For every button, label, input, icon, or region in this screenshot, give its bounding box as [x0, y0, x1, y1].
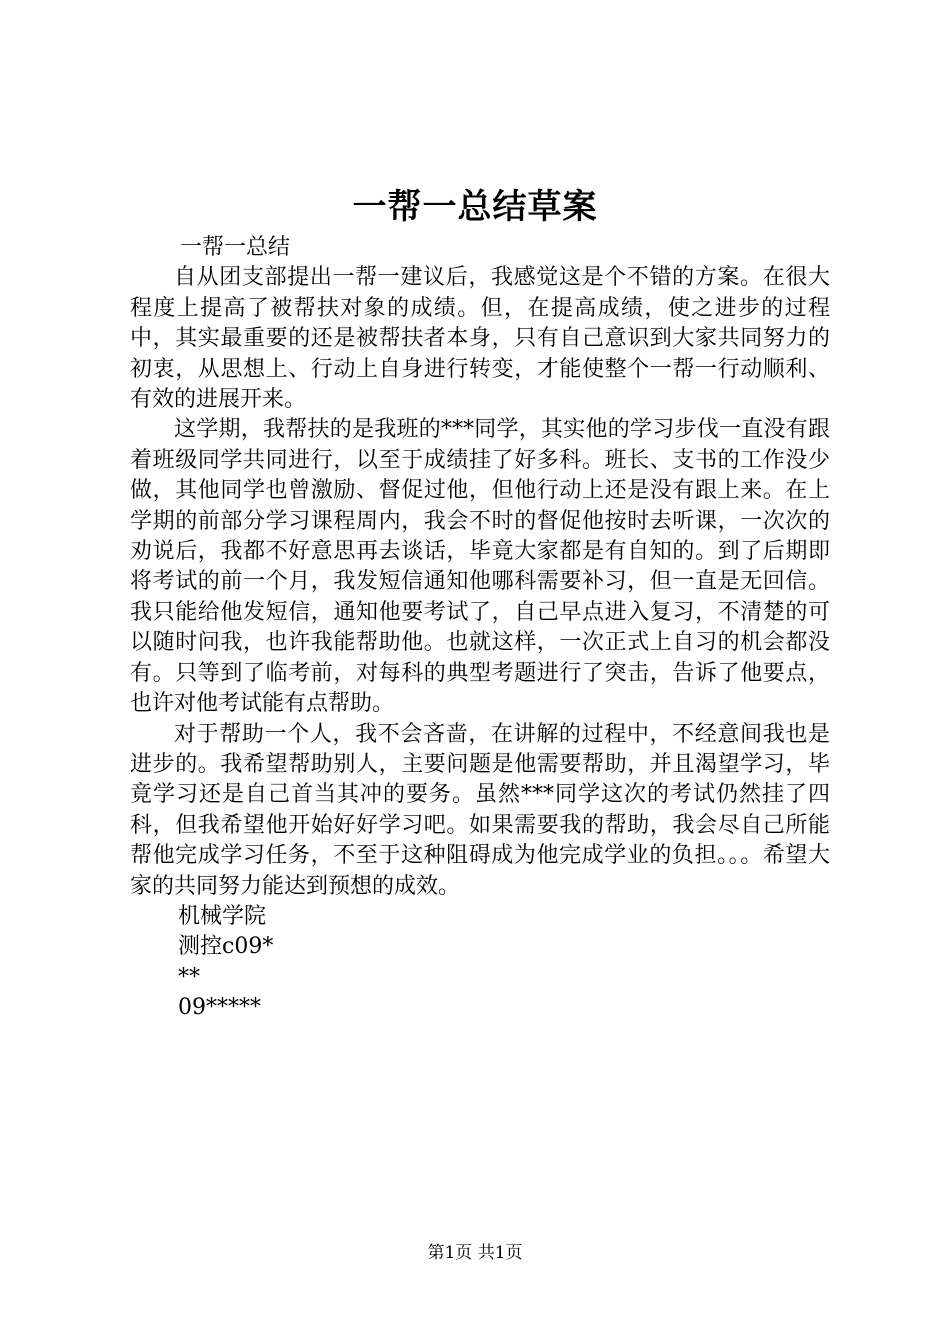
signature-name: **	[178, 964, 200, 990]
document-body	[130, 233, 830, 1024]
signature-class: 测控c09*	[178, 934, 274, 960]
signature-college: 机械学院	[178, 903, 267, 929]
page-footer: 第1页 共1页	[427, 1243, 523, 1263]
paragraph-1: 自从团支部提出一帮一建议后，我感觉这是个不错的方案。在很大程度上提高了被帮扶对象的成绩。但，在提高成绩，使之进步的过程中，其实最重要的还是被帮扶者本身，只有自己意识到大家共同努力的初衷，从思想上、行动上自身进行转变，才能使整个一帮一行动顺利、有效的进展开来。	[130, 265, 830, 413]
paragraph-3: 对于帮助一个人，我不会吝啬，在讲解的过程中，不经意间我也是进步的。我希望帮助别人，主要问题是他需要帮助，并且渴望学习，毕竟学习还是自己首当其冲的要务。虽然***同学这次的考试仍然挂了四科，但我希望他开始好好学习吧。如果需要我的帮助，我会尽自己所能帮他完成学习任务，不至于这种阻碍成为他完成学业的负担。。。希望大家的共同努力能达到预想的成效。	[130, 721, 830, 899]
signature-student-id: 09*****	[178, 995, 261, 1021]
document-title: 一帮一总结草案	[352, 187, 598, 227]
paragraph-2: 这学期，我帮扶的是我班的***同学，其实他的学习步伐一直没有跟着班级同学共同进行，以至于成绩挂了好多科。班长、支书的工作没少做，其他同学也曾激励、督促过他，但他行动上还是没有跟上来。在上学期的前部分学习课程周内，我会不时的督促他按时去听课，一次次的劝说后，我都不好意思再去谈话，毕竟大家都是有自知的。到了后期即将考试的前一个月，我发短信通知他哪科需要补习，但一直是无回信。我只能给他发短信，通知他要考试了，自己早点进入复习，不清楚的可以随时问我，也许我能帮助他。也就这样，一次正式上自习的机会都没有。只等到了临考前，对每科的典型考题进行了突击，告诉了他要点，也许对他考试能有点帮助。	[130, 417, 830, 717]
document-subtitle: 一帮一总结	[180, 235, 291, 260]
